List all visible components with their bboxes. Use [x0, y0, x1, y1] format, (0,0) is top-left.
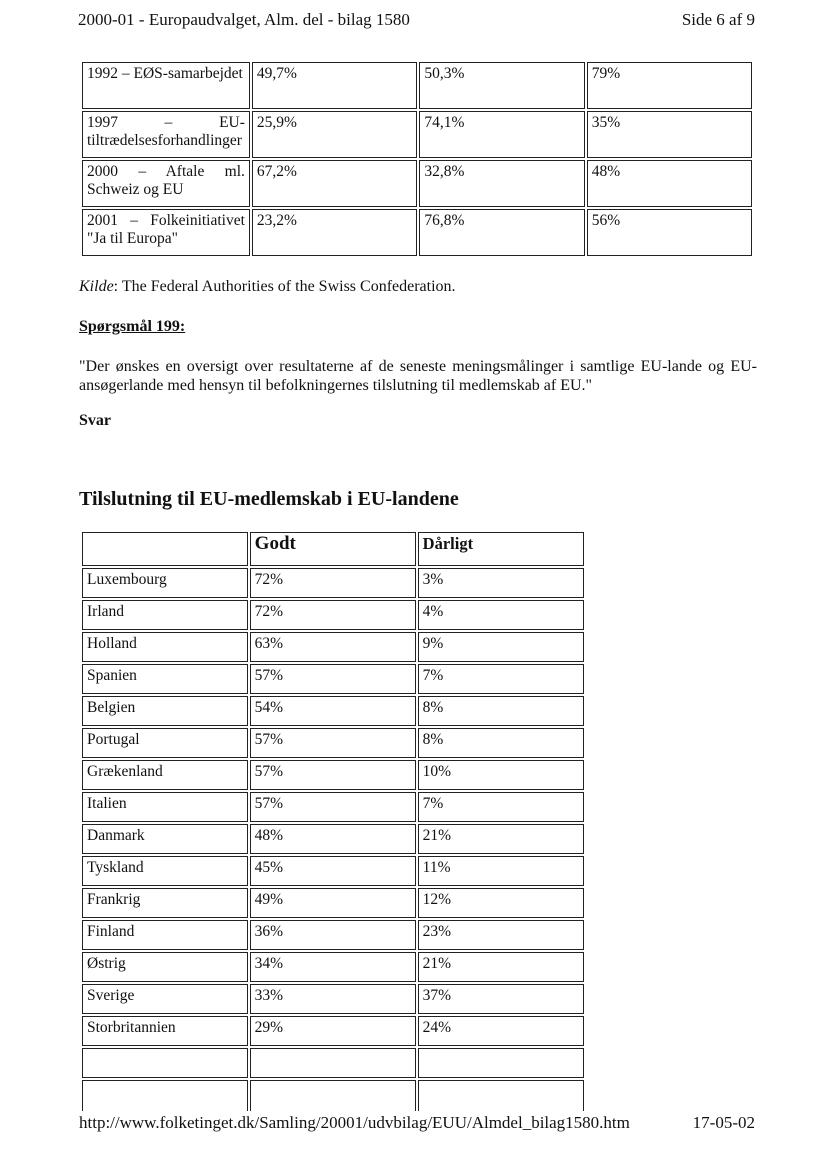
empty-cell — [418, 1048, 584, 1078]
value-cell: 76,8% — [419, 209, 584, 256]
country-cell: Storbritannien — [82, 1016, 248, 1046]
darligt-cell: 12% — [418, 888, 584, 918]
header-cell-country — [82, 532, 248, 566]
country-cell: Grækenland — [82, 760, 248, 790]
empty-cell — [418, 1080, 584, 1111]
value-cell: 49,7% — [252, 62, 417, 109]
godt-cell: 45% — [250, 856, 416, 886]
value-cell: 35% — [587, 111, 752, 158]
darligt-cell: 8% — [418, 696, 584, 726]
table-row — [82, 888, 584, 918]
question-heading: Spørgsmål 199: — [79, 318, 186, 335]
godt-cell: 36% — [250, 920, 416, 950]
header-cell-godt: Godt — [250, 532, 416, 566]
table-row — [82, 568, 584, 598]
table-row — [82, 1016, 584, 1046]
value-cell: 23,2% — [252, 209, 417, 256]
row-label: 1997 – EU-tiltrædelsesforhandlinger — [82, 111, 250, 158]
empty-cell — [250, 1048, 416, 1078]
darligt-cell: 11% — [418, 856, 584, 886]
source-label: Kilde — [79, 278, 114, 295]
value-cell: 56% — [587, 209, 752, 256]
country-cell: Tyskland — [82, 856, 248, 886]
country-cell: Danmark — [82, 824, 248, 854]
value-cell: 67,2% — [252, 160, 417, 207]
godt-cell: 72% — [250, 600, 416, 630]
godt-cell: 72% — [250, 568, 416, 598]
darligt-cell: 21% — [418, 824, 584, 854]
header-cell-darligt: Dårligt — [418, 532, 584, 566]
table-row — [82, 952, 584, 982]
row-label: 2000 – Aftale ml. Schweiz og EU — [82, 160, 250, 207]
godt-cell: 29% — [250, 1016, 416, 1046]
table-row — [82, 160, 752, 207]
table-row — [82, 600, 584, 630]
godt-cell: 33% — [250, 984, 416, 1014]
darligt-cell: 21% — [418, 952, 584, 982]
table-row — [82, 632, 584, 662]
table-row — [82, 111, 752, 158]
footer-date: 17-05-02 — [692, 1113, 755, 1132]
question-text: "Der ønskes en oversigt over resultaterne af de seneste meningsmålinger i samtlige EU-lande og EU-ansøgerlande med hensyn til befolkningernes tilslutning til medlemskab af EU." — [79, 358, 757, 394]
country-cell: Holland — [82, 632, 248, 662]
country-cell: Sverige — [82, 984, 248, 1014]
darligt-cell: 10% — [418, 760, 584, 790]
row-label: 2001 – Folkeinitiativet "Ja til Europa" — [82, 209, 250, 256]
country-cell: Belgien — [82, 696, 248, 726]
godt-cell: 34% — [250, 952, 416, 982]
answer-label: Svar — [79, 412, 111, 429]
darligt-cell: 8% — [418, 728, 584, 758]
footer-url: http://www.folketinget.dk/Samling/20001/udvbilag/EUU/Almdel_bilag1580.htm — [79, 1113, 630, 1132]
table-row — [82, 984, 584, 1014]
country-cell: Finland — [82, 920, 248, 950]
country-cell: Italien — [82, 792, 248, 822]
empty-cell — [82, 1048, 248, 1078]
godt-cell: 54% — [250, 696, 416, 726]
table-title: Tilslutning til EU-medlemskab i EU-landene — [79, 488, 459, 510]
table-row — [82, 824, 584, 854]
country-cell: Østrig — [82, 952, 248, 982]
godt-cell: 48% — [250, 824, 416, 854]
source-citation — [79, 278, 456, 296]
darligt-cell: 23% — [418, 920, 584, 950]
godt-cell: 57% — [250, 792, 416, 822]
country-cell: Spanien — [82, 664, 248, 694]
darligt-cell: 3% — [418, 568, 584, 598]
table-row — [82, 62, 752, 109]
country-cell: Portugal — [82, 728, 248, 758]
table-row — [82, 920, 584, 950]
table-row — [82, 209, 752, 256]
empty-row — [82, 1048, 584, 1078]
page-header-title: 2000-01 - Europaudvalget, Alm. del - bilag 1580 — [78, 10, 410, 29]
value-cell: 25,9% — [252, 111, 417, 158]
table-row — [82, 664, 584, 694]
table-header-row — [82, 532, 584, 566]
value-cell: 79% — [587, 62, 752, 109]
table-row — [82, 760, 584, 790]
value-cell: 50,3% — [419, 62, 584, 109]
referendum-results-table — [80, 60, 754, 258]
country-cell: Luxembourg — [82, 568, 248, 598]
darligt-cell: 24% — [418, 1016, 584, 1046]
page-number: Side 6 af 9 — [681, 10, 755, 29]
country-cell: Frankrig — [82, 888, 248, 918]
table-row — [82, 696, 584, 726]
darligt-cell: 4% — [418, 600, 584, 630]
row-label: 1992 – EØS-samarbejdet — [82, 62, 250, 109]
darligt-cell: 7% — [418, 664, 584, 694]
darligt-cell: 9% — [418, 632, 584, 662]
godt-cell: 57% — [250, 760, 416, 790]
table-row — [82, 856, 584, 886]
godt-cell: 49% — [250, 888, 416, 918]
country-cell: Irland — [82, 600, 248, 630]
godt-cell: 57% — [250, 728, 416, 758]
table-row — [82, 792, 584, 822]
godt-cell: 57% — [250, 664, 416, 694]
empty-row — [82, 1080, 584, 1111]
godt-cell: 63% — [250, 632, 416, 662]
empty-cell — [82, 1080, 248, 1111]
darligt-cell: 37% — [418, 984, 584, 1014]
empty-cell — [250, 1080, 416, 1111]
value-cell: 32,8% — [419, 160, 584, 207]
value-cell: 48% — [587, 160, 752, 207]
eu-support-table — [80, 530, 586, 1113]
table-row — [82, 728, 584, 758]
darligt-cell: 7% — [418, 792, 584, 822]
value-cell: 74,1% — [419, 111, 584, 158]
source-text: : The Federal Authorities of the Swiss Confederation. — [113, 278, 456, 295]
